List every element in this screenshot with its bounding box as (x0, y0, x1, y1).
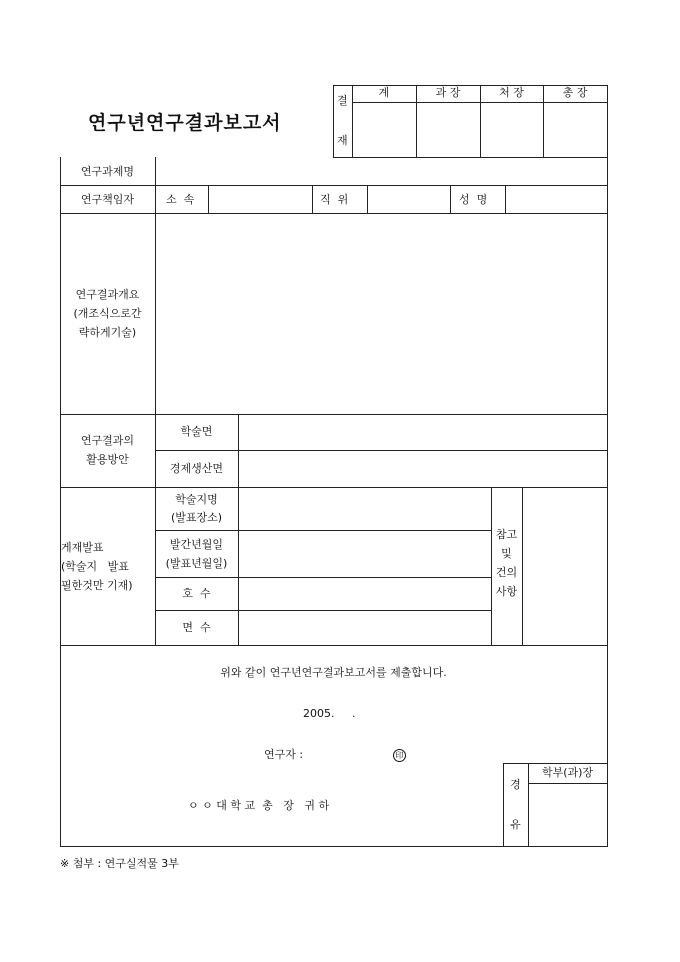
dept-head-sign-field[interactable] (529, 784, 606, 845)
journal-field[interactable] (239, 488, 490, 529)
pages-field[interactable] (239, 611, 490, 644)
pages-label: 면 수 (182, 621, 211, 634)
summary-field[interactable] (156, 214, 606, 413)
approval-label-top: 결 (337, 94, 348, 107)
approval-label-bottom: 재 (337, 134, 348, 147)
approval-col-director: 처 장 (499, 86, 524, 99)
position-field[interactable] (368, 186, 449, 212)
via-label-bottom: 유 (510, 818, 521, 831)
academic-field[interactable] (239, 415, 606, 449)
researcher-sign-field[interactable] (318, 744, 388, 764)
issue-label: 호 수 (182, 587, 211, 600)
attachment-note: ※ 첨부 : 연구실적물 3부 (60, 857, 179, 870)
approval-col-president: 총 장 (562, 86, 588, 99)
economic-label: 경제생산면 (169, 462, 224, 475)
remarks-field[interactable] (523, 488, 606, 644)
name-label: 성 명 (459, 193, 488, 206)
approval-col-section-chief: 과 장 (435, 86, 461, 99)
addressee: ㅇ ㅇ 대 학 교 총 장 귀 하 (188, 799, 330, 812)
economic-field[interactable] (239, 451, 606, 486)
researcher-label: 연구책임자 (80, 193, 135, 206)
via-label-top: 경 (510, 778, 521, 791)
seal-icon: 印 (393, 749, 406, 762)
affiliation-field[interactable] (209, 186, 311, 212)
researcher-sign-label: 연구자 : (264, 748, 304, 761)
dept-head-label: 학부(과)장 (541, 766, 594, 779)
project-title-label: 연구과제명 (80, 165, 135, 178)
academic-label: 학술면 (180, 425, 213, 438)
name-field[interactable] (506, 186, 606, 212)
issue-field[interactable] (239, 578, 490, 609)
approval-col-clerk: 계 (378, 86, 390, 99)
affiliation-label: 소 속 (166, 193, 195, 206)
form-title: 연구년연구결과보고서 (88, 112, 282, 134)
project-title-field[interactable] (156, 158, 606, 184)
pubdate-field[interactable] (239, 531, 490, 576)
declaration-statement: 위와 같이 연구년연구결과보고서를 제출합니다. (220, 666, 447, 679)
position-label: 직 위 (320, 193, 349, 206)
declaration-date: 2005. . (303, 707, 356, 720)
